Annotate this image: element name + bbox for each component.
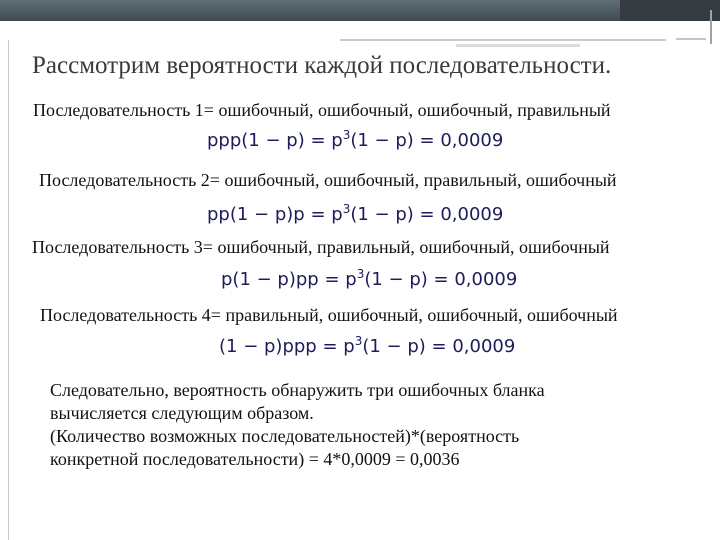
- formula-lhs: p(1 − p)pp: [221, 269, 319, 290]
- formula-eq: =: [304, 204, 332, 225]
- sequence-4-label: Последовательность 4= правильный, ошибочный, ошибочный, ошибочный: [40, 305, 618, 325]
- slide-header-bar: [0, 0, 720, 21]
- formula-exponent: 3: [356, 267, 365, 281]
- formula-lhs: pp(1 − p)p: [207, 204, 305, 225]
- formula-base: p: [343, 336, 355, 357]
- sequence-2-formula: [207, 204, 503, 225]
- formula-exponent: 3: [342, 128, 351, 142]
- formula-base: p: [345, 269, 357, 290]
- formula-eq: =: [318, 269, 346, 290]
- formula-rhs: (1 − p) = 0,0009: [364, 269, 518, 290]
- formula-base: p: [331, 130, 343, 151]
- conclusion-line: Следовательно, вероятность обнаружить три ошибочных бланка: [50, 380, 545, 400]
- conclusion-line: вычисляется следующим образом.: [50, 403, 314, 423]
- slide-title: Рассмотрим вероятности каждой последовательности.: [32, 52, 612, 79]
- formula-rhs: (1 − p) = 0,0009: [362, 336, 516, 357]
- conclusion-text: [50, 379, 650, 471]
- formula-exponent: 3: [354, 334, 363, 348]
- sequence-2-label: Последовательность 2= ошибочный, ошибочный, правильный, ошибочный: [39, 170, 617, 190]
- formula-exponent: 3: [342, 202, 351, 216]
- conclusion-line: конкретной последовательности) = 4*0,0009 = 0,0036: [50, 449, 460, 469]
- formula-base: p: [331, 204, 343, 225]
- formula-eq: =: [316, 336, 344, 357]
- formula-rhs: (1 − p) = 0,0009: [350, 204, 504, 225]
- decorative-rule: [340, 39, 666, 41]
- decorative-corner-line: [710, 10, 712, 44]
- sequence-3-formula: [221, 269, 517, 290]
- formula-eq: =: [304, 130, 332, 151]
- formula-rhs: (1 − p) = 0,0009: [350, 130, 504, 151]
- sequence-1-formula: [207, 130, 503, 151]
- formula-lhs: (1 − p)ppp: [219, 336, 317, 357]
- formula-lhs: ppp(1 − p): [207, 130, 305, 151]
- sequence-4-formula: [219, 336, 515, 357]
- slide-header-bar-accent: [620, 0, 720, 21]
- conclusion-line: (Количество возможных последовательностей)*(вероятность: [50, 426, 520, 446]
- sequence-3-label: Последовательность 3= ошибочный, правильный, ошибочный, ошибочный: [32, 237, 610, 257]
- decorative-left-line: [8, 40, 9, 540]
- decorative-rule-short: [456, 44, 580, 47]
- sequence-1-label: Последовательность 1= ошибочный, ошибочный, ошибочный, правильный: [33, 100, 611, 120]
- decorative-corner-line-horizontal: [676, 38, 706, 40]
